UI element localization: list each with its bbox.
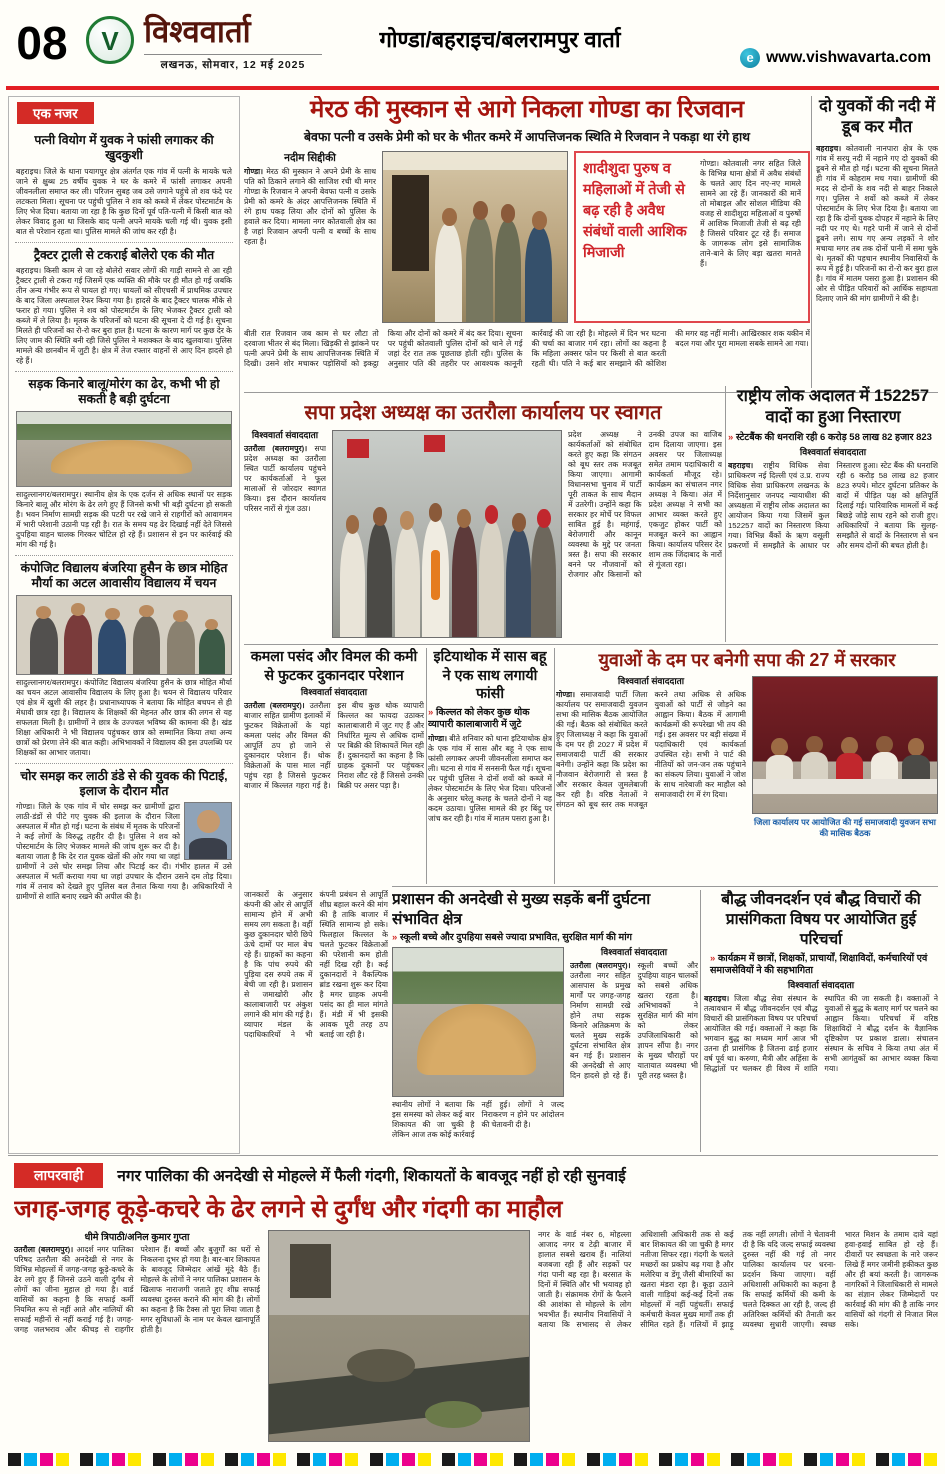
cmyk-mark-group — [659, 1453, 720, 1466]
story-credit: विश्ववार्ता संवाददाता — [251, 430, 319, 440]
story-credit: विश्ववार्ता संवाददाता — [300, 687, 368, 698]
column-rule — [811, 96, 812, 388]
sand-pile-photo — [16, 411, 232, 487]
one-glance-label: एक नजर — [17, 102, 94, 124]
brief-body: बहराइच। जिले के थाना पयागपुर क्षेत्र अंतर्गत एक गांव में पत्नी के मायके चले जाने से क्षुब्ध 25 वर्षीय युवक ने घर के कमरे में फांसी लगाकर अपनी जीवनलीला समाप्त कर ली। परिजन सुबह जब उसे जगाने पहुंचे तो शव फंदे पर लटकता मिला। सूचना पर पहुंची पुलिस ने शव को कब्जे में लेकर पोस्टमार्टम के लिए भेज दिया। बताया जा रहा है कि कुछ दिनों पूर्व पति-पत्नी में किसी बात को लेकर विवाद हुआ था जिसके बाद पत्नी अपने मायके चली गई थी। युवक इसी बात से परेशान रहता था। पुलिस मामले की जांच कर रही है। — [16, 166, 232, 236]
cmyk-mark-group — [587, 1453, 648, 1466]
highlight-box-title: शादीशुदा पुरुष व महिलाओं में तेजी से बढ़ रही है अवैध संबंधों वाली आशिक मिजाजी — [583, 160, 687, 261]
story-roads — [392, 890, 698, 1152]
story-kamla — [244, 648, 424, 884]
cmyk-mark-group — [876, 1453, 937, 1466]
section-rule — [244, 644, 938, 645]
story-buddhist — [704, 890, 938, 1152]
story-credit: विश्ववार्ता संवाददाता — [799, 447, 867, 458]
brief-item — [15, 763, 233, 908]
road-sand-photo — [392, 947, 564, 1097]
cmyk-mark-group — [731, 1453, 792, 1466]
negligence-label: लापरवाही — [14, 1163, 103, 1188]
story-body: बहराइच। जिला बौद्ध सेवा संस्थान के तत्वावधान में बौद्ध जीवनदर्शन एवं बौद्ध विचारों की प्रासंगिकता विषय पर परिचर्चा आयोजित की गई। वक्ताओं ने कहा कि भगवान बुद्ध का मध्यम मार्ग आज भी उतना ही प्रासंगिक है जितना ढाई हजार वर्ष पूर्व था। करुणा, मैत्री और अहिंसा के सिद्धांतों पर चलकर ही विश्व में शांति स्थापित की जा सकती है। वक्ताओं ने युवाओं से बुद्ध के बताए मार्ग पर चलने का आह्वान किया। परिचर्चा में वरिष्ठ शिक्षाविदों ने बौद्ध दर्शन के वैज्ञानिक दृष्टिकोण पर प्रकाश डाला। संचालन संस्थान के सचिव ने किया तथा अंत में सभी आगंतुकों का आभार व्यक्त किया गया। — [704, 994, 938, 1073]
story-body: गोण्डा। बीते शनिवार को थाना इटियाथोक क्षेत्र के एक गांव में सास और बहू ने एक साथ फांसी लगाकर अपनी जीवनलीला समाप्त कर ली। घटना से गांव में सनसनी फैल गई। सूचना पर पहुंची पुलिस ने दोनों शवों को कब्जे में लेकर पोस्टमार्टम के लिए भेज दिया। परिजनों के अनुसार घरेलू कलह के चलते दोनों ने यह कदम उठाया। पुलिस मामले की हर बिंदु पर जांच कर रही है। गांव में मातम पसरा हुआ है। — [428, 734, 552, 824]
story-garbage — [14, 1230, 938, 1442]
story-credit: विश्ववार्ता संवाददाता — [787, 980, 855, 991]
section-rule — [392, 886, 938, 887]
story-credit: विश्ववार्ता संवाददाता — [617, 676, 685, 686]
story-headline: जगह-जगह कूड़े-कचरे के ढेर लगने से दुर्गंध और गंदगी का माहौल — [14, 1196, 563, 1223]
cmyk-mark-group — [297, 1453, 358, 1466]
column-rule — [700, 890, 701, 1152]
brief-body: सादुल्लानगर/बलरामपुर। स्थानीय क्षेत्र के एक दर्जन से अधिक स्थानों पर सड़क किनारे बालू और मोरंग के ढेर लगे हुए हैं जिनसे कभी भी बड़ी दुर्घटना हो सकती है। भवन निर्माण सामग्री सड़क की पटरी पर रखे जाने से राहगीरों को आवागमन में भारी परेशानी उठानी पड़ रही है। रात के समय यह ढेर दिखाई नहीं देते जिससे दुपहिया वाहन चालक गिरकर चोटिल हो रहे हैं। प्रशासन से इन पर कार्रवाई की मांग की गई है। — [16, 489, 232, 549]
story-body-continued: स्थानीय लोगों ने बताया कि इस समस्या को लेकर कई बार शिकायत की जा चुकी है लेकिन आज तक कोई कार्रवाई नहीं हुई। लोगों ने जल्द निराकरण न होने पर आंदोलन की चेतावनी दी है। — [392, 1100, 564, 1140]
story-headline: मेरठ की मुस्कान से आगे निकला गोण्डा का रिजवान — [309, 96, 745, 123]
website-block — [740, 48, 931, 68]
masthead-logo — [86, 16, 134, 64]
column-rule — [725, 386, 726, 642]
registration-marks — [8, 1452, 937, 1467]
story-body: बहराइच। कोतवाली नानपारा क्षेत्र के एक गांव में सरयू नदी में नहाने गए दो युवकों की डूबने से मौत हो गई। घटना की सूचना मिलते ही गांव में कोहराम मच गया। ग्रामीणों की मदद से दोनों के शव नदी से बाहर निकाले गए। पुलिस ने शवों को कब्जे में लेकर पोस्टमार्टम के लिए भेज दिया है। बताया जा रहा है कि दोनों युवक दोपहर में नहाने के लिए नदी पर गए थे। गहरे पानी में जाने से दोनों डूबने लगे। साथ गए अन्य लड़कों ने शोर मचाया मगर तब तक दोनों पानी में समा चुके थे। मृतकों की पहचान स्थानीय निवासियों के रूप में हुई है। परिजनों का रो-रो कर बुरा हाल है। गांव में मातम पसरा हुआ है। प्रशासन की ओर से पीड़ित परिवारों को आर्थिक सहायता दिलाए जाने की मांग ग्रामीणों ने की है। — [816, 143, 938, 303]
story-body-continued: बीती रात रिजवान जब काम से घर लौटा तो दरवाजा भीतर से बंद मिला। खिड़की से झांकने पर पत्नी अपने प्रेमी के साथ आपत्तिजनक स्थिति में दिखी। उसने शोर मचाकर पड़ोसियों को इकट्ठा किया और दोनों को कमरे में बंद कर दिया। सूचना पर पहुंची कोतवाली पुलिस दोनों को थाने ले गई जहां देर रात तक पूछताछ होती रही। पुलिस के अनुसार पति की तहरीर पर आवश्यक कानूनी कार्रवाई की जा रही है। मोहल्ले में दिन भर घटना की चर्चा का बाजार गर्म रहा। लोगों का कहना है कि महिला अक्सर फोन पर किसी से बात करती रहती थी। पति ने कई बार समझाने की कोशिश की मगर वह नहीं मानी। आखिरकार शक यकीन में बदल गया और पूरा मामला सबके सामने आ गया। — [244, 328, 810, 368]
story-kicker: » किल्लत को लेकर कुछ थोक व्यापारी कालाबाजारी में जुटे — [428, 707, 552, 732]
story-kamla-continued — [244, 890, 388, 1152]
story-headline: इटियाथोक में सास बहू ने एक साथ लगायी फांसी — [433, 649, 547, 703]
highlight-box-body: गोण्डा। कोतवाली नगर सहित जिले के विभिन्न थाना क्षेत्रों में अवैध संबंधों के चलते आए दिन नए-नए मामले सामने आ रहे हैं। जानकारों की मानें तो मोबाइल और सोशल मीडिया की वजह से शादीशुदा महिलाओं व पुरुषों में आशिक मिजाजी तेजी से बढ़ रही है जिससे परिवार टूट रहे हैं। समाज के जागरूक लोग इसे सामाजिक ताने-बाने के लिए बड़ा खतरा मानते हैं। — [700, 158, 801, 268]
story-byline: नदीम सिद्दीकी — [284, 151, 336, 164]
story-credit: विश्ववार्ता संवाददाता — [600, 947, 668, 958]
cmyk-mark-group — [8, 1453, 69, 1466]
edition-dateline: लखनऊ, सोमवार, 12 मई 2025 — [144, 54, 322, 72]
story-body: बहराइच। राष्ट्रीय विधिक सेवा प्राधिकरण नई दिल्ली एवं उ.प्र. राज्य विधिक सेवा प्राधिकरण लखनऊ के निर्देशानुसार जनपद न्यायाधीश की अध्यक्षता में राष्ट्रीय लोक अदालत का आयोजन किया गया जिसमें कुल 152257 वादों का निस्तारण किया गया। विभिन्न बैंकों के ऋण वसूली प्रकरणों में समझौते के आधार पर निस्तारण हुआ। स्टेट बैंक की धनराशि रही 6 करोड़ 58 लाख 82 हजार 823 रुपये। मोटर दुर्घटना प्रतिकर के वादों में पीड़ित पक्ष को क्षतिपूर्ति दिलाई गई। पारिवारिक मामलों में कई बिछड़े जोड़े साथ रहने को राजी हुए। अधिकारियों ने बताया कि सुलह-समझौते से वादों के निस्तारण से धन और समय दोनों की बचत होती है। — [728, 460, 938, 550]
brief-headline: पत्नी वियोग में युवक ने फांसी लगाकर की खुदकुशी — [34, 133, 214, 163]
story-kicker: » कार्यक्रम में छात्रों, शिक्षकों, प्राचार्यों, शिक्षाविदों, कर्मचारियों एवं समाजसेवियों ने की सहभागिता — [710, 953, 932, 978]
photo-caption: जिला कार्यालय पर आयोजित की गई समाजवादी युवजन सभा की मासिक बैठक — [754, 817, 936, 838]
story-itiyathok — [428, 648, 552, 884]
garbage-drain-photo — [268, 1230, 530, 1442]
story-headline: युवाओं के दम पर बनेगी सपा की 27 में सरकार — [598, 650, 896, 670]
brief-item — [15, 128, 233, 242]
brief-body: बहराइच। किसी काम से जा रहे बोलेरो सवार लोगों की गाड़ी सामने से आ रही ट्रैक्टर ट्राली से टकरा गई जिसमें एक व्यक्ति की मौके पर ही मौत हो गई जबकि तीन अन्य गंभीर रूप से घायल हो गए। घायलों को सीएचसी में प्राथमिक उपचार के बाद जिला अस्पताल रेफर किया गया है। हादसे के बाद ट्रैक्टर चालक मौके से फरार हो गया। पुलिस ने शव को पोस्टमार्टम के लिए भेजकर ट्रैक्टर ट्राली को कब्जे में ले लिया है। मृतक के परिजनों को घटना की सूचना दे दी गई है। सूचना मिलते ही परिजनों का रो-रो कर बुरा हाल है। घटना के कारण मार्ग पर कुछ देर के लिए जाम की स्थिति बनी रही जिसे पुलिस ने मशक्कत के बाद खुलवाया। पुलिस मामले की छानबीन में जुटी है। क्षेत्र में तेज रफ्तार वाहनों से आए दिन हादसे हो रहे हैं। — [16, 266, 232, 366]
one-glance-column — [8, 96, 240, 1154]
rizwan-police-photo — [382, 151, 568, 323]
story-body: गोण्डा। समाजवादी पार्टी जिला कार्यालय पर समाजवादी युवजन सभा की मासिक बैठक आयोजित की गई। बैठक को संबोधित करते हुए जिलाध्यक्ष ने कहा कि युवाओं के दम पर ही 2027 में प्रदेश में समाजवादी पार्टी की सरकार बनेगी। उन्होंने कहा कि प्रदेश का नौजवान बेरोजगारी से त्रस्त है और सरकार केवल जुमलेबाजी कर रही है। वरिष्ठ नेताओं ने संगठन को बूथ स्तर तक मजबूत करने तथा अधिक से अधिक युवाओं को पार्टी से जोड़ने का आह्वान किया। बैठक में आगामी कार्यक्रमों की रूपरेखा भी तय की गई। इस अवसर पर बड़ी संख्या में पदाधिकारी एवं कार्यकर्ता उपस्थित रहे। सभी ने पार्ट की नीतियों को जन-जन तक पहुंचाने का संकल्प लिया। युवाओं ने जोश के साथ नारेबाजी कर माहौल को समाजवादी रंग में रंग दिया। — [556, 689, 746, 809]
masthead-title: विश्ववार्ता — [144, 14, 251, 49]
story-drowning — [816, 96, 938, 384]
story-headline: प्रशासन की अनदेखी से मुख्य सड़कें बनीं दुर्घटना संभावित क्षेत्र — [392, 891, 651, 928]
story-headline: दो युवकों की नदी में डूब कर मौत — [818, 97, 936, 137]
negligence-strip — [14, 1162, 626, 1188]
story-subhead: बेवफा पत्नी व उसके प्रेमी को घर के भीतर कमरे में आपत्तिजनक स्थिति मे रिजवान ने पकड़ा था रंगे हाथ — [303, 129, 751, 144]
brief-headline: ट्रैक्टर ट्राली से टकराई बोलेरो एक की मौत — [33, 247, 215, 262]
story-lok-adalat — [728, 386, 938, 642]
brief-item — [15, 371, 233, 555]
brief-headline: चोर समझ कर लाठी डंडे से की युवक की पिटाई, इलाज के दौरान मौत — [20, 768, 228, 798]
cmyk-mark-group — [370, 1453, 431, 1466]
cmyk-mark-group — [80, 1453, 141, 1466]
story-headline: बौद्ध जीवनदर्शन एवं बौद्ध विचारों की प्रासंगिकता विषय पर आयोजित हुई परिचर्चा — [721, 891, 921, 948]
masthead-red-rule — [6, 86, 939, 90]
cmyk-mark-group — [804, 1453, 865, 1466]
brief-headline: सड़क किनारे बालू/मोरंग का ढेर, कभी भी हो सकती है बड़ी दुर्घटना — [28, 377, 220, 407]
cmyk-mark-group — [442, 1453, 503, 1466]
section-title: गोण्डा/बहराइच/बलरामपुर वार्ता — [379, 27, 621, 52]
students-group-photo — [16, 595, 232, 675]
story-rizwan — [244, 96, 810, 390]
story-headline: कमला पसंद और विमल की कमी से फुटकर दुकानदार परेशान — [250, 649, 418, 684]
story-kicker: » स्कूली बच्चे और दुपहिया सबसे ज्यादा प्रभावित, सुरक्षित मार्ग की मांग — [392, 932, 698, 944]
globe-e-icon: e — [740, 48, 760, 68]
cmyk-mark-group — [225, 1453, 286, 1466]
page-number: 08 — [16, 17, 68, 69]
logo-v-icon: V — [101, 26, 119, 56]
cmyk-mark-group — [153, 1453, 214, 1466]
story-youth-sp — [556, 648, 938, 884]
brief-body: गोण्डा। जिले के एक गांव में चोर समझ कर ग्रामीणों द्वारा लाठी-डंडों से पीटे गए युवक की इलाज के दौरान जिला अस्पताल में मौत हो गई। घटना के संबंध में मृतक के परिजनों ने कई लोगों के विरुद्ध तहरीर दी है। पुलिस ने शव को पोस्टमार्टम के लिए भेजकर मामले की जांच शुरू कर दी है। बताया जाता है कि देर रात युवक खेतों की ओर गया था जहां ग्रामीणों ने उसे चोर समझ लिया और पिटाई कर दी। गंभीर हालत में उसे अस्पताल में भर्ती कराया गया था जहां उपचार के दौरान उसने दम तोड़ दिया। गांव में तनाव को देखते हुए पुलिस बल तैनात किया गया है। अधिकारियों ने ग्रामीणों से शांति बनाए रखने की अपील की है। — [16, 802, 232, 902]
section-rule — [8, 1155, 938, 1156]
story-body-continued: जानकारों के अनुसार कंपनी की ओर से आपूर्ति सामान्य होने में अभी समय लग सकता है। वहीं कुछ दुकानदार चोरी छिपे ऊंचे दामों पर माल बेच रहे हैं। ग्राहकों का कहना है कि पांच रुपये की पुड़िया दस रुपये तक में बेची जा रही है। प्रशासन से जमाखोरी और कालाबाजारी पर अंकुश लगाने की मांग की गई है। व्यापार मंडल के पदाधिकारियों ने भी कंपनी प्रबंधन से आपूर्ति शीघ्र बहाल करने की मांग की है ताकि बाजार में स्थिति सामान्य हो सके। फिलहाल किल्लत के चलते फुटकर विक्रेताओं की परेशानी कम होती नहीं दिख रही है। कई दुकानदारों ने वैकल्पिक ब्रांड रखना शुरू कर दिया है मगर ग्राहक अपनी पसंद का ही माल मांगते हैं। मंडी में भी इसकी आवक पूरी तरह ठप बताई जा रही है। — [244, 890, 388, 1039]
website-link[interactable]: www.vishwavarta.com — [766, 49, 931, 66]
sp-welcome-photo — [332, 430, 562, 638]
story-body: उतरौला (बलरामपुर)। उतरौला बाजार सहित ग्रामीण इलाकों में फुटकर विक्रेताओं के यहां कमला पसंद और विमल की आपूर्ति ठप हो जाने से दुकानदार परेशान हैं। थोक विक्रेताओं के पास माल नहीं पहुंच रहा है जिससे फुटकर बाजार में किल्लत गहरा गई है। इस बीच कुछ थोक व्यापारी किल्लत का फायदा उठाकर कालाबाजारी में जुट गए हैं और निर्धारित मूल्य से अधिक दामों पर बिक्री की शिकायतें मिल रही हैं। दुकानदारों का कहना है कि ग्राहक दुकानों पर पहुंचकर निराश लौट रहे हैं जिससे उनकी बिक्री पर असर पड़ा है। — [244, 700, 424, 790]
story-body: गोण्डा। मेरठ की मुस्कान ने अपने प्रेमी के साथ पति को ठिकाने लगाने की साजिश रची थी मगर गोण्डा के रिजवान ने अपनी बेवफा पत्नी व उसके प्रेमी को कमरे के अंदर आपत्तिजनक स्थिति में रंगे हाथ पकड़ लिया और दोनों को पुलिस के हवाले कर दिया। मामला नगर कोतवाली क्षेत्र का है जहां रिजवान अपनी पत्नी व बच्चों के साथ रहता है। — [244, 166, 376, 246]
brief-item — [15, 555, 233, 763]
victim-portrait-photo — [184, 802, 232, 860]
story-body-continued: नगर के वार्ड नंबर 6, मोहल्ला आजाद नगर व टेढ़ी बाजार में हालात सबसे खराब हैं। नालियां बजबजा रही हैं और सड़कों पर गंदा पानी बह रहा है। बरसात के दिनों में स्थिति और भी भयावह हो जाती है। संक्रामक रोगों के फैलने की आशंका से मोहल्ले के लोग भयभीत हैं। स्थानीय निवासियों ने बताया कि सभासद से लेकर अधिशासी अधिकारी तक से कई बार शिकायत की जा चुकी है मगर नतीजा सिफर रहा। गंदगी के चलते मच्छरों का प्रकोप बढ़ गया है और मलेरिया व डेंगू जैसी बीमारियों का खतरा मंडरा रहा है। कूड़ा उठाने वाली गाड़ियां कई-कई दिनों तक मोहल्लों में नहीं पहुंचतीं। सफाई कर्मचारी केवल मुख्य मार्गों तक ही सीमित रहते हैं। गलियों में झाड़ू तक नहीं लगती। लोगों ने चेतावनी दी है कि यदि जल्द सफाई व्यवस्था दुरुस्त नहीं की गई तो नगर पालिका कार्यालय पर धरना-प्रदर्शन किया जाएगा। वहीं अधिशासी अधिकारी का कहना है कि सफाई कर्मियों की कमी के चलते दिक्कत आ रही है, जल्द ही अतिरिक्त कर्मियों की तैनाती कर व्यवस्था सुधारी जाएगी। स्वच्छ भारत मिशन के तमाम दावे यहां हवा-हवाई साबित हो रहे हैं। दीवारों पर स्वच्छता के नारे जरूर लिखे हैं मगर जमीनी हकीकत कुछ और ही बयां करती है। जागरूक नागरिकों ने जिलाधिकारी से मामले का संज्ञान लेकर जिम्मेदारों पर कार्रवाई की मांग की है ताकि नगर वासियों को गंदगी से निजात मिल सके। — [538, 1230, 938, 1329]
story-body: उतरौला (बलरामपुर)। उतरौला नगर सहित आसपास के प्रमुख मार्गों पर जगह-जगह निर्माण सामग्री रखे होने तथा सड़क किनारे अतिक्रमण के चलते मुख्य सड़कें दुर्घटना संभावित क्षेत्र बन गई हैं। प्रशासन की अनदेखी से आए दिन हादसे हो रहे हैं। स्कूली बच्चों और दुपहिया वाहन चालकों को सबसे अधिक खतरा रहता है। अभिभावकों ने सुरक्षित मार्ग की मांग को लेकर उपजिलाधिकारी को ज्ञापन सौंपा है। नगर के मुख्य चौराहों पर यातायात व्यवस्था भी पूरी तरह ध्वस्त है। — [570, 960, 698, 1080]
story-headline: सपा प्रदेश अध्यक्ष का उतरौला कार्यालय पर स्वागत — [304, 402, 662, 424]
story-byline: धीमे त्रिपाठी/अनिल कुमार गुप्ता — [84, 1232, 190, 1243]
youth-meeting-photo — [752, 676, 938, 814]
column-rule — [554, 648, 555, 884]
story-headline: राष्ट्रीय लोक अदालत में 152257 वादों का हुआ निस्तारण — [736, 387, 930, 427]
story-sp-welcome — [244, 398, 722, 642]
cmyk-mark-group — [514, 1453, 575, 1466]
story-body: उतरौला (बलरामपुर)। सपा प्रदेश अध्यक्ष का उतरौला स्थित पार्टी कार्यालय पहुंचने पर कार्यकर्ताओं ने फूल मालाओं से जोरदार स्वागत किया। इस दौरान कार्यालय परिसर नारों से गूंज उठा। — [244, 443, 326, 513]
story-kicker: » स्टेटबैंक की धनराशि रही 6 करोड़ 58 लाख 82 हजार 823 — [728, 432, 938, 444]
brief-item — [15, 242, 233, 371]
brief-body: सादुल्लानगर/बलरामपुर। कंपोजिट विद्यालय बंजरिया हुसैन के छात्र मोहित मौर्या का चयन अटल आवासीय विद्यालय के लिए हुआ है। चयन से विद्यालय परिवार एवं क्षेत्र में खुशी की लहर है। प्रधानाध्यापक ने बताया कि मोहित बचपन से ही मेधावी छात्र रहा है। विद्यालय के शिक्षकों की मेहनत और छात्र की लगन से यह सफलता मिली है। ग्रामीणों ने छात्र के उज्ज्वल भविष्य की कामना की है। खंड शिक्षा अधिकारी ने भी विद्यालय पहुंचकर छात्र को सम्मानित किया तथा अन्य छात्रों को प्रेरणा लेने की बात कही। अभिभावकों ने विद्यालय की इस उपलब्धि पर शिक्षकों का आभार जताया। — [16, 677, 232, 757]
story-body-continued: प्रदेश अध्यक्ष ने कार्यकर्ताओं को संबोधित करते हुए कहा कि संगठन को बूथ स्तर तक मजबूत किया जाएगा। आगामी विधानसभा चुनाव में पार्टी पूरी ताकत के साथ मैदान में उतरेगी। उन्होंने कहा कि सरकार हर मोर्चे पर विफल साबित हुई है। महंगाई, बेरोजगारी और कानून व्यवस्था के मुद्दे पर जनता त्रस्त है। सपा की सरकार बनने पर नौजवानों को रोजगार और किसानों को उनकी उपज का वाजिब दाम दिलाया जाएगा। इस अवसर पर जिलाध्यक्ष समेत तमाम पदाधिकारी व कार्यकर्ता मौजूद रहे। कार्यक्रम का संचालन नगर अध्यक्ष ने किया। अंत में प्रदेश अध्यक्ष ने सभी का आभार व्यक्त करते हुए एकजुट होकर पार्टी को मजबूत करने का आह्वान किया। कार्यालय परिसर देर शाम तक जिंदाबाद के नारों से गूंजता रहा। — [568, 430, 722, 579]
strip-headline: नगर पालिका की अनदेखी से मोहल्ले में फैली गंदगी, शिकायतों के बावजूद नहीं हो रही सुनवाई — [117, 1168, 626, 1185]
column-rule — [426, 648, 427, 884]
story-body: उतरौला (बलरामपुर)। आदर्श नगर पालिका परिषद उतरौला की अनदेखी से नगर के विभिन्न मोहल्लों में जगह-जगह कूड़े-कचरे के ढेर लगे हुए हैं जिनसे उठने वाली दुर्गंध से लोगों का जीना मुहाल हो गया है। वार्ड वासियों का कहना है कि सफाई कर्मी नियमित रूप से नहीं आते और नालियों की सफाई महीनों से नहीं कराई गई है। जगह-जगह जलभराव और कीचड़ से राहगीर परेशान हैं। बच्चों और बुजुर्गों का घरों से निकलना दूभर हो गया है। बार-बार शिकायत के बावजूद जिम्मेदार आंखें मूंदे बैठे हैं। मोहल्ले के लोगों ने नगर पालिका प्रशासन के खिलाफ नाराजगी जताते हुए शीघ्र सफाई व्यवस्था दुरुस्त कराने की मांग की है। लोगों का कहना है कि टैक्स तो पूरा लिया जाता है मगर सुविधाओं के नाम पर केवल खानापूर्ति होती है। — [14, 1245, 260, 1334]
brief-headline: कंपोजिट विद्यालय बंजरिया हुसैन के छात्र मोहित मौर्या का अटल आवासीय विद्यालय में चयन — [20, 560, 228, 591]
highlight-box — [574, 151, 810, 323]
